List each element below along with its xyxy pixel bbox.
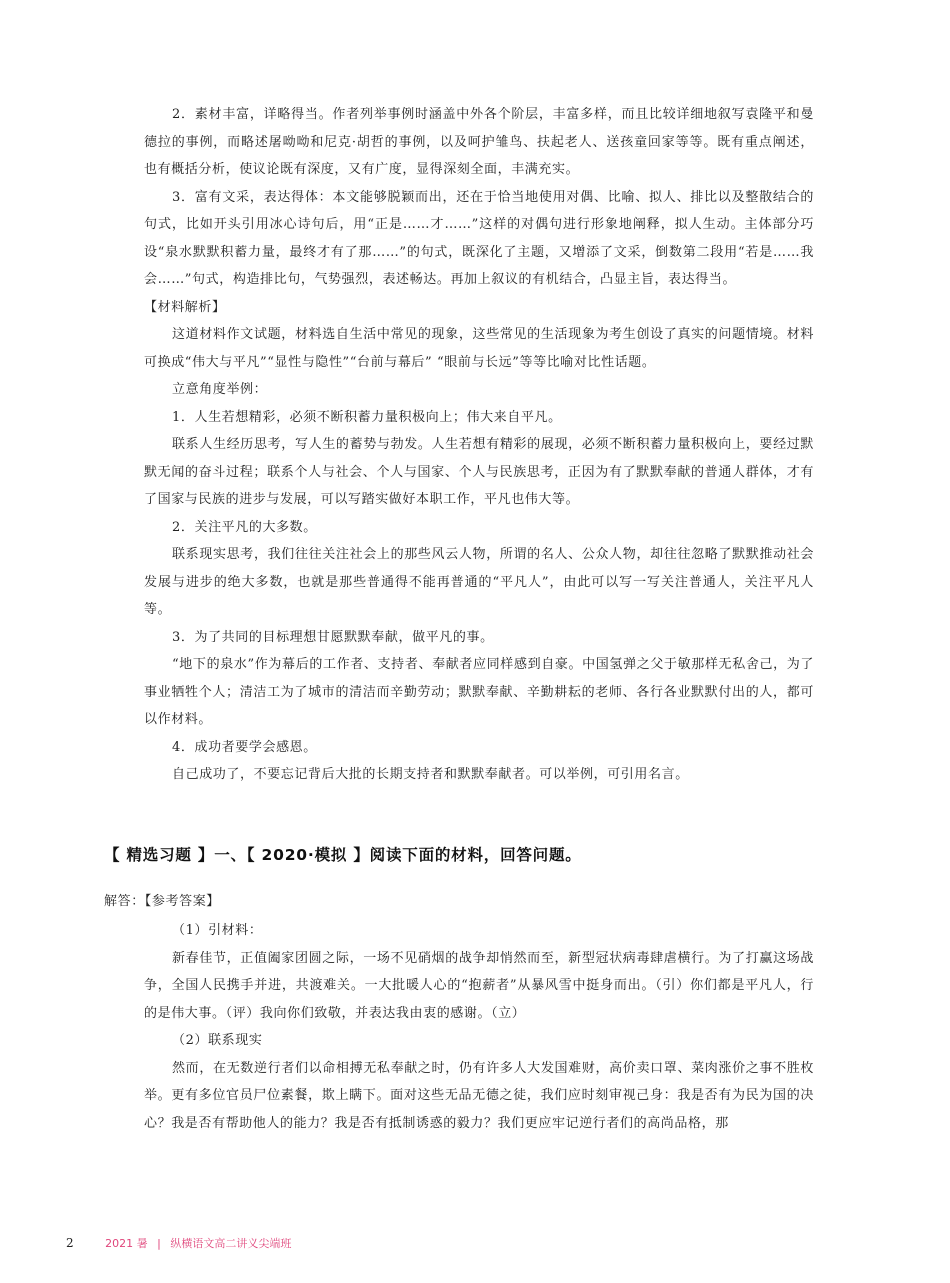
paragraph: 然而，在无数逆行者们以命相搏无私奉献之时，仍有许多人大发国难财，高价卖口罩、菜肉涨价之事不胜枚举。更有多位官员尸位素餐，欺上瞒下。面对这些无品无德之徒，我们应时刻审视己身：我是否有为民为国的决心？我是否有帮助他人的能力？我是否有抵制诱惑的毅力？我们更应牢记逆行者们的高尚品格，那	[144, 1060, 814, 1131]
commentary-section	[144, 101, 814, 789]
page-number: 2	[66, 1236, 74, 1250]
paragraph: 3．为了共同的目标理想甘愿默默奉献，做平凡的事。	[172, 629, 494, 645]
footer-separator: |	[157, 1237, 161, 1250]
paragraph: 联系现实思考，我们往往关注社会上的那些风云人物，所谓的名人、公众人物，却往往忽略了默默推动社会发展与进步的绝大多数，也就是那些普通得不能再普通的“平凡人”，由此可以写一写关注普通人，关注平凡人等。	[144, 547, 814, 617]
paragraph: 【材料解析】	[144, 299, 226, 315]
paragraph: 3．富有文采，表达得体：本文能够脱颖而出，还在于恰当地使用对偶、比喻、拟人、排比以及整散结合的句式，比如开头引用冰心诗句后，用“正是……才……”这样的对偶句进行形象地阐释，拟人生动。主体部分巧设“泉水默默积蓄力量，最终才有了那……”的句式，既深化了主题，又增添了文采，倒数第二段用“若是……我会……”句式，构造排比句，气势强烈，表述畅达。再加上叙议的有机结合，凸显主旨，表达得当。	[144, 189, 814, 287]
footer-season: 暑	[136, 1237, 148, 1250]
paragraph: 联系人生经历思考，写人生的蓄势与勃发。人生若想有精彩的展现，必须不断积蓄力量积极向上，要经过默默无闻的奋斗过程；联系个人与社会、个人与国家、个人与民族思考，正因为有了默默奉献的普通人群体，才有了国家与民族的进步与发展，可以写踏实做好本职工作，平凡也伟大等。	[144, 437, 814, 507]
answer-section	[144, 917, 814, 1137]
paragraph: （1）引材料：	[172, 923, 263, 938]
paragraph: 立意角度举例：	[172, 382, 268, 397]
paragraph: 2．素材丰富，详略得当。作者列举事例时涵盖中外各个阶层，丰富多样，而且比较详细地叙写袁隆平和曼德拉的事例，而略述屠呦呦和尼克·胡哲的事例，以及呵护雏鸟、扶起老人、送孩童回家等等。既有重点阐述，也有概括分析，使议论既有深度，又有广度，显得深刻全面，丰满充实。	[144, 107, 814, 177]
paragraph: 自己成功了，不要忘记背后大批的长期支持者和默默奉献者。可以举例，可引用名言。	[172, 767, 689, 782]
paragraph: 新春佳节，正值阖家团圆之际，一场不见硝烟的战争却悄然而至，新型冠状病毒肆虐横行。为了打赢这场战争，全国人民携手并进，共渡难关。一大批暖人心的“抱薪者”从暴风雪中挺身而出。（引）你们都是平凡人，行的是伟大事。（评）我向你们致敬，并表达我由衷的感谢。（立）	[144, 950, 814, 1021]
paragraph: （2）联系现实	[172, 1033, 263, 1048]
page-footer	[66, 1235, 291, 1251]
paragraph: 1．人生若想精彩，必须不断积蓄力量积极向上；伟大来自平凡。	[172, 409, 562, 425]
paragraph: 4．成功者要学会感恩。	[172, 739, 317, 755]
paragraph: 这道材料作文试题，材料选自生活中常见的现象，这些常见的生活现象为考生创设了真实的问题情境。材料可换成“伟大与平凡”“显性与隐性”“台前与幕后” “眼前与长远”等等比喻对比性话题。	[144, 327, 814, 370]
section-heading: 【 精选习题 】一、【 2020·模拟 】阅读下面的材料，回答问题。	[104, 846, 582, 864]
paragraph: 2．关注平凡的大多数。	[172, 519, 317, 535]
footer-year: 2021	[105, 1237, 134, 1250]
paragraph: “地下的泉水”作为幕后的工作者、支持者、奉献者应同样感到自豪。中国氢弹之父于敏那样无私舍己，为了事业牺牲个人；清洁工为了城市的清洁而辛勤劳动；默默奉献、辛勤耕耘的老师、各行各业默默付出的人，都可以作材料。	[144, 657, 814, 727]
footer-book-title: 纵横语文高二讲义尖端班	[170, 1237, 292, 1250]
answer-label: 解答：【参考答案】	[104, 894, 220, 909]
